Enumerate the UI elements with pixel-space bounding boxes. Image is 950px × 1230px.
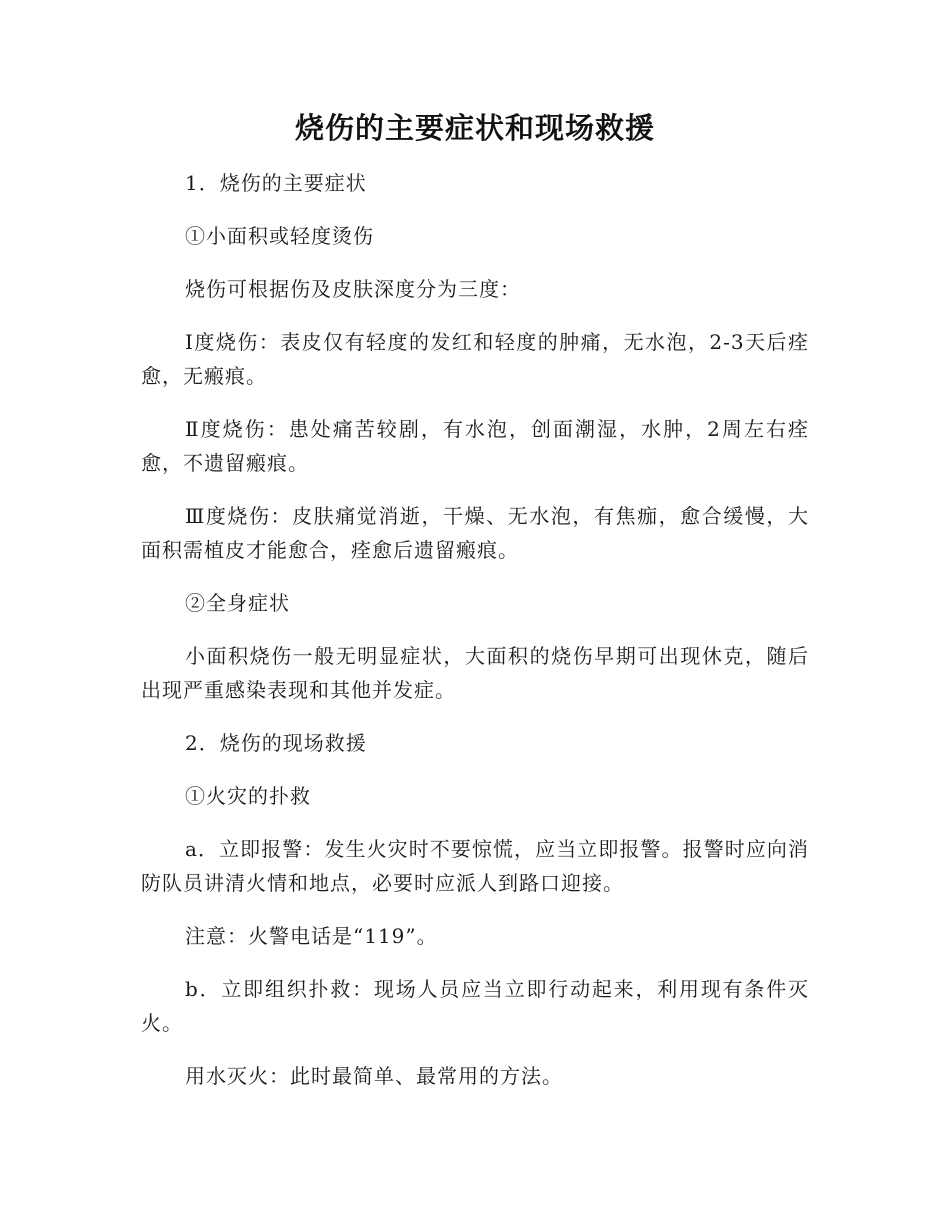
paragraph-water-extinguish: 用水灭火：此时最简单、最常用的方法。 xyxy=(185,1064,563,1088)
subheading-systemic-symptoms: ②全身症状 xyxy=(185,591,290,615)
document-title: 烧伤的主要症状和现场救援 xyxy=(294,111,655,145)
document-body xyxy=(141,166,809,1112)
paragraph-third-degree: Ⅲ度烧伤：皮肤痛觉消逝，干燥、无水泡，有焦痂，愈合缓慢，大面积需植皮才能愈合，痊愈后遗留瘢痕。 xyxy=(141,504,809,562)
paragraph-report-alarm: a．立即报警：发生火灾时不要惊慌，应当立即报警。报警时应向消防队员讲清火情和地点，必要时应派人到路口迎接。 xyxy=(141,837,809,895)
paragraph-burn-degrees-intro: 烧伤可根据伤及皮肤深度分为三度： xyxy=(185,277,521,301)
paragraph-fire-phone-note: 注意：火警电话是“119”。 xyxy=(185,924,438,948)
subheading-minor-burns: ①小面积或轻度烫伤 xyxy=(185,224,374,248)
heading-symptoms: 1．烧伤的主要症状 xyxy=(185,171,367,195)
subheading-fire-fighting: ①火灾的扑救 xyxy=(185,784,311,808)
paragraph-systemic-symptoms: 小面积烧伤一般无明显症状，大面积的烧伤早期可出现休克，随后出现严重感染表现和其他并发症。 xyxy=(141,644,809,702)
paragraph-organize-rescue: b．立即组织扑救：现场人员应当立即行动起来，利用现有条件灭火。 xyxy=(141,977,809,1035)
heading-rescue: 2．烧伤的现场救援 xyxy=(185,731,367,755)
paragraph-first-degree: Ⅰ度烧伤：表皮仅有轻度的发红和轻度的肿痛，无水泡，2-3天后痊愈，无瘢痕。 xyxy=(141,330,809,388)
paragraph-second-degree: Ⅱ度烧伤：患处痛苦较剧，有水泡，创面潮湿，水肿，2周左右痊愈，不遗留瘢痕。 xyxy=(141,417,809,475)
